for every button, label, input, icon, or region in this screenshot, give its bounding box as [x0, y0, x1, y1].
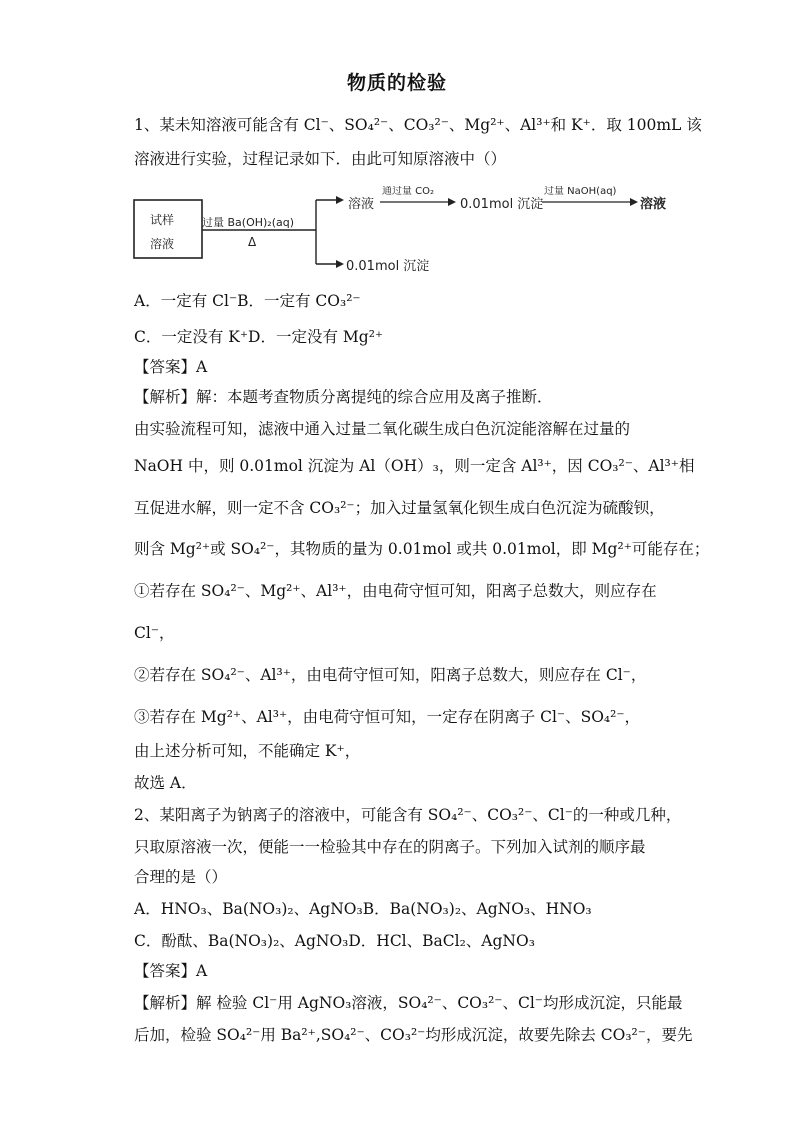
q1-analysis-line: 由实验流程可知，滤液中通入过量二氧化碳生成白色沉淀能溶解在过量的 [134, 420, 631, 438]
q2-analysis-line: 【解析】解 检验 Cl⁻用 AgNO₃溶液，SO₄²⁻、CO₃²⁻、Cl⁻均形成沉淀，只能最 [134, 994, 683, 1012]
q1-analysis-line: 互促进水解，则一定不含 CO₃²⁻；加入过量氢氧化钡生成白色沉淀为硫酸钡， [134, 499, 665, 517]
q2-options-ab: A．HNO₃、Ba(NO₃)₂、AgNO₃B．Ba(NO₃)₂、AgNO₃、HNO₃ [134, 900, 592, 918]
reagent-1-label: 过量 Ba(OH)₂(aq) [202, 216, 295, 229]
box-label-1: 试样 [150, 213, 175, 227]
q2-analysis-line: 后加，检验 SO₄²⁻用 Ba²⁺,SO₄²⁻、CO₃²⁻均形成沉淀，故要先除去 CO₃²⁻，要先 [134, 1026, 693, 1044]
q1-analysis-line: 由上述分析可知，不能确定 K⁺， [134, 742, 361, 760]
reagent-3-label: 过量 NaOH(aq) [544, 186, 617, 197]
q1-analysis-line: Cl⁻， [134, 624, 175, 642]
q1-stem-line-2: 溶液进行实验，过程记录如下．由此可知原溶液中（） [134, 150, 507, 168]
solution-label: 溶液 [348, 197, 375, 212]
precip-2-label: 0.01mol 沉淀 [346, 259, 430, 274]
q2-answer: 【答案】A [134, 962, 208, 980]
q1-analysis-line: ①若存在 SO₄²⁻、Mg²⁺、Al³⁺，由电荷守恒可知，阳离子总数大，则应存在 [134, 582, 657, 600]
precip-1-label: 0.01mol 沉淀 [460, 197, 544, 212]
q2-options-cd: C．酚酞、Ba(NO₃)₂、AgNO₃D．HCl、BaCl₂、AgNO₃ [134, 932, 535, 950]
q1-answer: 【答案】A [134, 358, 208, 376]
q1-analysis-line: NaOH 中，则 0.01mol 沉淀为 Al（OH）₃，则一定含 Al³⁺，因 CO₃²⁻、Al³⁺相 [134, 457, 695, 475]
q1-analysis-line: ②若存在 SO₄²⁻、Al³⁺，由电荷守恒可知，阳离子总数大，则应存在 Cl⁻， [134, 666, 647, 684]
co2-arrowhead [448, 198, 456, 206]
q1-analysis-line: 则含 Mg²⁺或 SO₄²⁻，其物质的量为 0.01mol 或共 0.01mol，即 Mg²⁺可能存在； [134, 540, 710, 558]
q1-analysis-line: ③若存在 Mg²⁺、Al³⁺，由电荷守恒可知，一定存在阴离子 Cl⁻、SO₄²⁻， [134, 708, 641, 726]
q1-flow-diagram [132, 186, 692, 282]
q1-options-ab: A．一定有 Cl⁻B．一定有 CO₃²⁻ [134, 292, 361, 310]
lower-arrowhead [336, 260, 344, 268]
q1-analysis-line: 【解析】解：本题考查物质分离提纯的综合应用及离子推断． [134, 388, 553, 406]
naoh-arrowhead [630, 198, 638, 206]
condition-label: Δ [248, 235, 257, 249]
q2-stem-line: 只取原溶液一次，便能一一检验其中存在的阴离子。下列加入试剂的顺序最 [134, 838, 646, 856]
upper-arrowhead [336, 196, 344, 204]
q2-stem-line: 合理的是（） [134, 868, 228, 886]
box-label-2: 溶液 [150, 237, 175, 251]
q1-options-cd: C．一定没有 K⁺D．一定没有 Mg²⁺ [134, 328, 384, 346]
q1-stem-line-1: 1、某未知溶液可能含有 Cl⁻、SO₄²⁻、CO₃²⁻、Mg²⁺、Al³⁺和 K⁺．取 100mL 该 [134, 116, 702, 134]
q1-analysis-line: 故选 A． [134, 774, 197, 792]
reagent-2-label: 通过量 CO₂ [382, 186, 435, 197]
page-title: 物质的检验 [346, 72, 447, 94]
end-solution-label: 溶液 [640, 197, 667, 212]
q2-stem-line: 2、某阳离子为钠离子的溶液中，可能含有 SO₄²⁻、CO₃²⁻、Cl⁻的一种或几种， [134, 806, 682, 824]
